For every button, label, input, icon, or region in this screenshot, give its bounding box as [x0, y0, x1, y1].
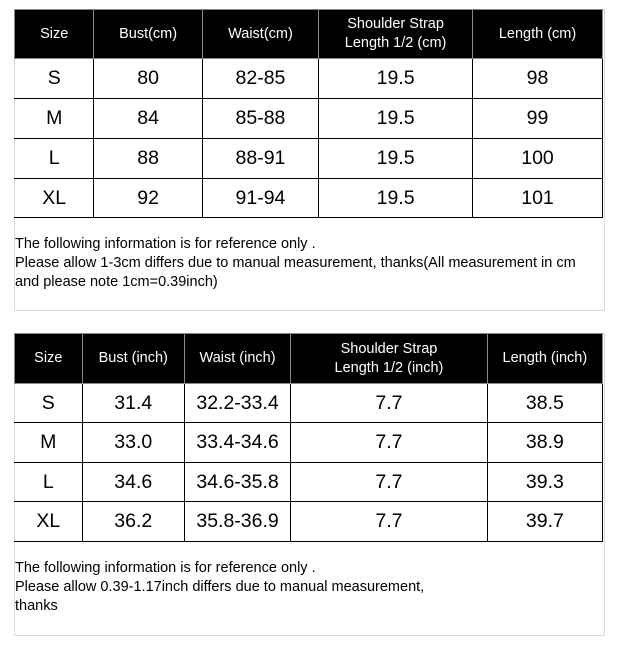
- shoulder-cell: 19.5: [319, 139, 473, 179]
- table-row: [15, 99, 603, 139]
- header-waist: Waist(cm): [202, 10, 318, 59]
- size-chart-cm-table: [14, 9, 603, 218]
- table-header-row: [15, 10, 603, 59]
- bust-cell: 92: [94, 179, 202, 218]
- header-shoulder-line2: Length 1/2 (cm): [344, 35, 447, 51]
- table-row: [15, 139, 603, 179]
- size-chart-inch-panel: [14, 333, 605, 636]
- bust-cell: 84: [94, 99, 202, 139]
- length-cell: 39.7: [487, 502, 602, 542]
- table-row: [15, 59, 603, 99]
- shoulder-cell: 7.7: [291, 463, 488, 502]
- waist-cell: 33.4-34.6: [184, 423, 290, 463]
- length-cell: 98: [473, 59, 603, 99]
- header-size: Size: [15, 334, 83, 384]
- header-waist: Waist (inch): [184, 334, 290, 384]
- header-size: Size: [15, 10, 94, 59]
- bust-cell: 33.0: [82, 423, 184, 463]
- bust-cell: 80: [94, 59, 202, 99]
- length-cell: 38.5: [487, 384, 602, 423]
- size-cell: M: [15, 423, 83, 463]
- header-shoulder-line2: Length 1/2 (inch): [334, 359, 444, 376]
- table-header-row: [15, 334, 603, 384]
- waist-cell: 34.6-35.8: [184, 463, 290, 502]
- table-row: [15, 384, 603, 423]
- bust-cell: 36.2: [82, 502, 184, 542]
- shoulder-cell: 7.7: [291, 384, 488, 423]
- header-bust: Bust(cm): [94, 10, 202, 59]
- size-cell: M: [15, 99, 94, 139]
- reference-note: [15, 235, 595, 292]
- waist-cell: 32.2-33.4: [184, 384, 290, 423]
- size-chart-cm-panel: [14, 9, 605, 311]
- length-cell: 39.3: [487, 463, 602, 502]
- shoulder-cell: 19.5: [319, 59, 473, 99]
- note-line: The following information is for reference only .: [15, 560, 316, 576]
- bust-cell: 88: [94, 139, 202, 179]
- note-line: The following information is for reference only .: [15, 236, 316, 252]
- reference-note: [15, 559, 455, 616]
- length-cell: 99: [473, 99, 603, 139]
- size-cell: S: [15, 384, 83, 423]
- size-cell: S: [15, 59, 94, 99]
- waist-cell: 82-85: [202, 59, 318, 99]
- size-cell: L: [15, 463, 83, 502]
- size-cell: XL: [15, 502, 83, 542]
- header-bust: Bust (inch): [82, 334, 184, 384]
- table-row: [15, 463, 603, 502]
- size-cell: L: [15, 139, 94, 179]
- table-row: [15, 179, 603, 218]
- size-chart-inch-table: [14, 333, 603, 542]
- table-row: [15, 502, 603, 542]
- waist-cell: 85-88: [202, 99, 318, 139]
- waist-cell: 91-94: [202, 179, 318, 218]
- shoulder-cell: 7.7: [291, 423, 488, 463]
- header-shoulder-strap: [291, 334, 488, 384]
- length-cell: 100: [473, 139, 603, 179]
- note-line: Please allow 0.39-1.17inch differs due to manual measurement,: [15, 579, 425, 595]
- shoulder-cell: 19.5: [319, 99, 473, 139]
- header-length: Length (cm): [473, 10, 603, 59]
- size-cell: XL: [15, 179, 94, 218]
- shoulder-cell: 19.5: [319, 179, 473, 218]
- header-shoulder-line1: Shoulder Strap: [347, 16, 444, 32]
- note-line: Please allow 1-3cm differs due to manual measurement, thanks(All measurement in cm and please note 1cm=0.39inch): [15, 255, 576, 290]
- header-shoulder-line1: Shoulder Strap: [340, 340, 438, 357]
- header-length: Length (inch): [487, 334, 602, 384]
- waist-cell: 88-91: [202, 139, 318, 179]
- length-cell: 38.9: [487, 423, 602, 463]
- header-shoulder-strap: [319, 10, 473, 59]
- length-cell: 101: [473, 179, 603, 218]
- table-row: [15, 423, 603, 463]
- waist-cell: 35.8-36.9: [184, 502, 290, 542]
- bust-cell: 31.4: [82, 384, 184, 423]
- bust-cell: 34.6: [82, 463, 184, 502]
- note-line: thanks: [15, 598, 58, 614]
- shoulder-cell: 7.7: [291, 502, 488, 542]
